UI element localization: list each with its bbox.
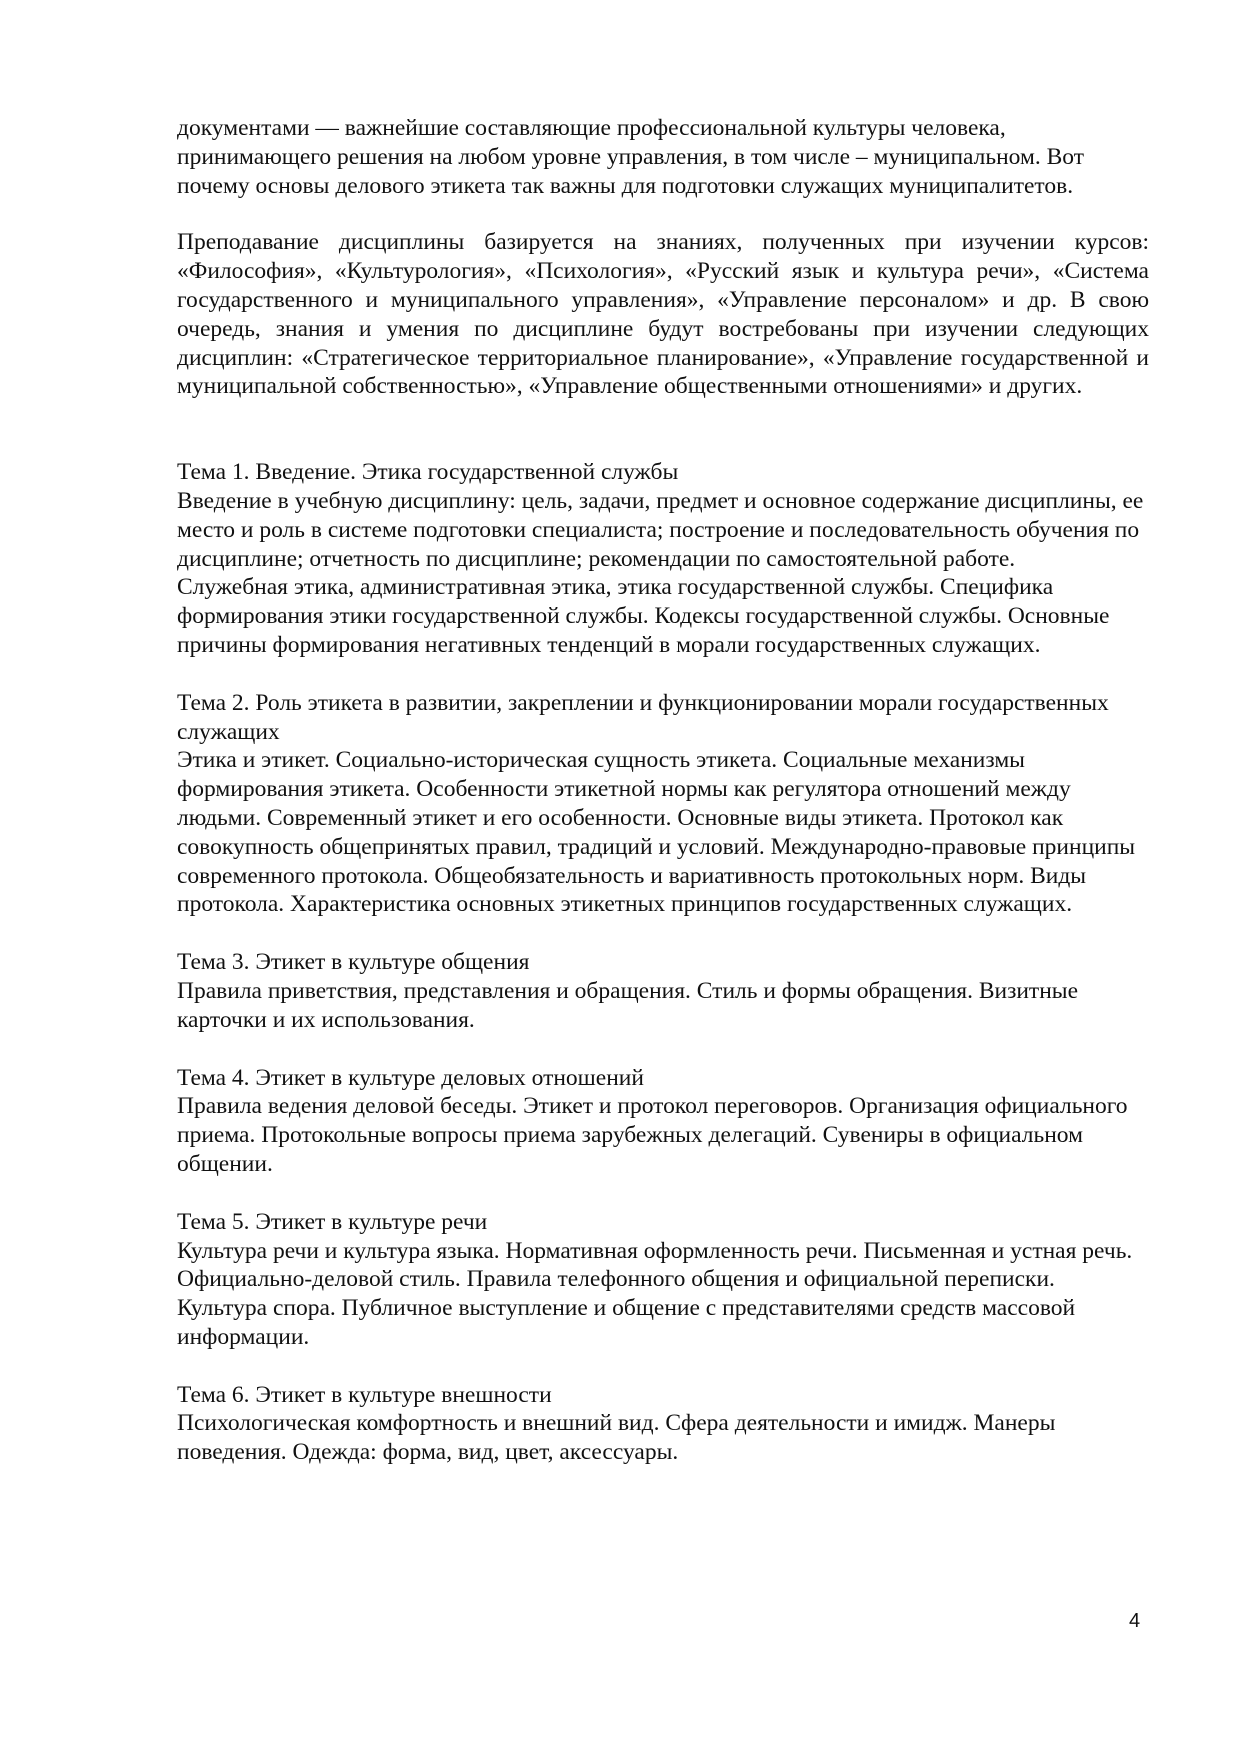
topic-6 [177,1381,1149,1467]
topic-title: Тема 2. Роль этикета в развитии, закреплении и функционировании морали государственных служащих [177,689,1109,745]
topic-title: Тема 6. Этикет в культуре внешности [177,1381,552,1408]
topic-3 [177,948,1149,1034]
topic-body: Психологическая комфортность и внешний вид. Сфера деятельности и имидж. Манеры поведения. Одежда: форма, вид, цвет, аксессуары. [177,1410,1056,1466]
topic-body: Правила ведения деловой беседы. Этикет и протокол переговоров. Организация официального приема. Протокольные вопросы приема зарубежных делегаций. Сувениры в официальном общении. [177,1093,1128,1177]
topic-body-continued: Служебная этика, административная этика, этика государственной службы. Специфика формирования этики государственной службы. Кодексы государственной службы. Основные причины формирования негативных тенденций в морали государственных служащих. [177,574,1110,658]
topic-title: Тема 1. Введение. Этика государственной службы [177,459,679,486]
topic-2 [177,689,1149,919]
intro-paragraph-1: документами — важнейшие составляющие профессиональной культуры человека, принимающего решения на любом уровне управления, в том числе – муниципальном. Вот почему основы делового этикета так важны для подготовки служащих муниципалитетов. [177,115,1084,199]
topic-body: Введение в учебную дисциплину: цель, задачи, предмет и основное содержание дисциплины, ее место и роль в системе подготовки специалиста; построение и последовательность обучения по дисциплине; отчетность по дисциплине; рекомендации по самостоятельной работе. [177,487,1144,572]
topic-title: Тема 5. Этикет в культуре речи [177,1208,488,1235]
page-content [177,114,1149,1467]
topic-body: Этика и этикет. Социально-историческая сущность этикета. Социальные механизмы формирования этикета. Особенности этикетной нормы как регулятора отношений между людьми. Современный этикет и его особенности. Основные виды этикета. Протокол как совокупность общепринятых правил, традиций и условий. Международно-правовые принципы современного протокола. Общеобязательность и вариативность протокольных норм. Виды протокола. Характеристика основных этикетных принципов государственных служащих. [177,747,1136,918]
topic-title: Тема 4. Этикет в культуре деловых отношений [177,1064,644,1091]
intro-paragraph-2: Преподавание дисциплины базируется на знаниях, полученных при изучении курсов: «Философия», «Культурология», «Психология», «Русский язык и культура речи», «Система государственного и муниципального управления», «Управление персоналом» и др. В свою очередь, знания и умения по дисциплине будут востребованы при изучении следующих дисциплин: «Стратегическое территориальное планирование», «Управление государственной и муниципальной собственностью», «Управление общественными отношениями» и других. [177,229,1149,400]
topic-1 [177,458,1149,660]
topic-body: Культура речи и культура языка. Нормативная оформленность речи. Письменная и устная речь. Официально-деловой стиль. Правила телефонного общения и официальной переписки. Культура спора. Публичное выступление и общение с представителями средств массовой информации. [177,1237,1133,1350]
topic-body: Правила приветствия, представления и обращения. Стиль и формы обращения. Визитные карточки и их использования. [177,977,1078,1033]
topic-title: Тема 3. Этикет в культуре общения [177,949,530,976]
page-number: 4 [1129,1610,1141,1632]
topic-4 [177,1064,1149,1179]
topic-5 [177,1208,1149,1352]
